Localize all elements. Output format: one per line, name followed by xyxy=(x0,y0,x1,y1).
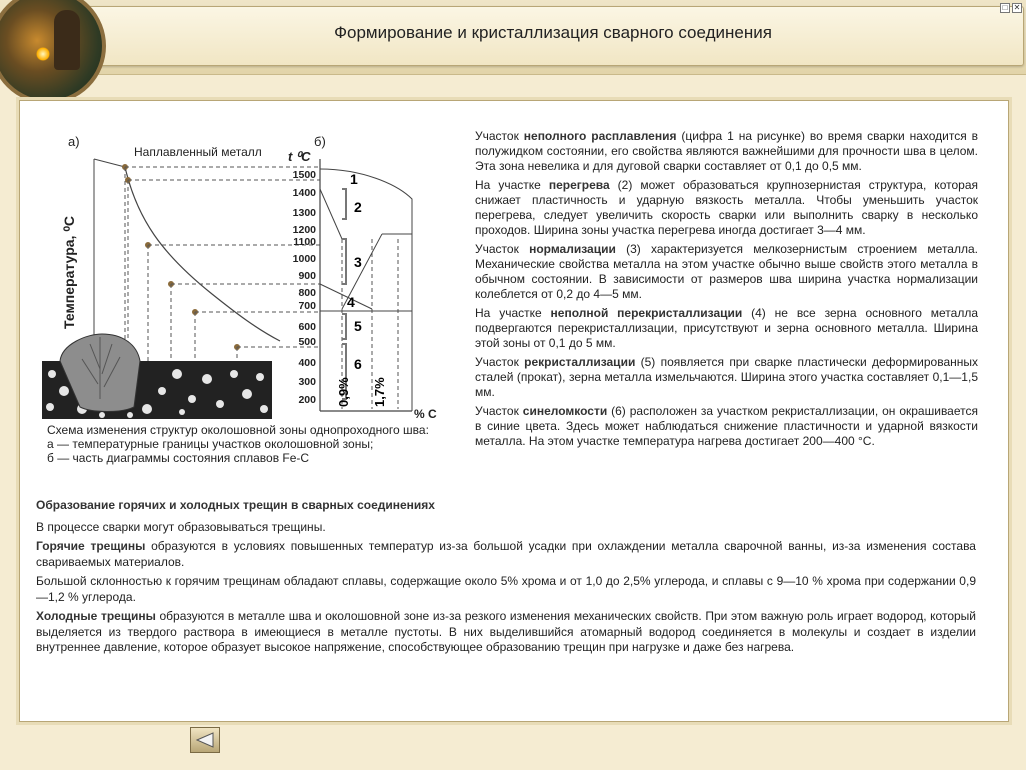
paragraph-zone-6: Участок синеломкости (6) расположен за участком рекристаллизации, он окрашивается в синие цвета. Здесь может наблюдаться снижение пластичности и ударной вязкости металла. На этом участке температура нагрева достигает 200—400 °С. xyxy=(475,404,978,448)
close-icon[interactable]: ✕ xyxy=(1013,3,1021,12)
svg-text:700: 700 xyxy=(298,300,316,312)
cracks-intro: В процессе сварки могут образовываться трещины. xyxy=(36,519,326,534)
curve-leader xyxy=(94,159,125,167)
svg-text:900: 900 xyxy=(298,270,316,282)
svg-text:200: 200 xyxy=(298,394,316,406)
svg-text:1200: 1200 xyxy=(292,224,316,236)
x-unit-label: % C xyxy=(414,407,437,421)
temperature-ticks xyxy=(293,169,317,406)
svg-text:600: 600 xyxy=(298,321,316,333)
figure-svg xyxy=(42,129,462,429)
t-axis-label: t ⁰C xyxy=(288,149,311,164)
content-panel xyxy=(19,100,1009,722)
back-arrow-icon xyxy=(195,732,215,748)
zone-4: 4 xyxy=(347,294,355,310)
zones-description xyxy=(475,129,978,453)
figure-caption xyxy=(47,423,477,465)
svg-text:1000: 1000 xyxy=(292,253,316,265)
y-axis-label: Температура, ⁰С xyxy=(61,215,77,329)
figure-label-b: б) xyxy=(314,134,326,149)
paragraph-zone-1: Участок неполного расплавления (цифра 1 на рисунке) во время сварки находится в полужидком состоянии, его свойства являются важнейшими для прочности шва в целом. Эта зона невелика и для дуговой сварки составляет от 0,1 до 0,5 мм. xyxy=(475,129,978,173)
paragraph-zone-5: Участок рекристаллизации (5) появляется при сварке пластически деформированных сталей (прокат), зерна металла измельчаются. Ширина этого участка составляет 0,1—1,5 мм. xyxy=(475,355,978,399)
carbon-17: 1,7% xyxy=(372,377,387,407)
svg-text:400: 400 xyxy=(298,357,316,369)
curve-points xyxy=(122,164,240,350)
caption-line-1: Схема изменения структур околошовной зоны однопроходного шва: xyxy=(47,423,429,437)
zone-3: 3 xyxy=(354,254,362,270)
carbon-09: 0,9% xyxy=(336,377,351,407)
svg-text:800: 800 xyxy=(298,287,316,299)
figure-heat-affected-zone xyxy=(42,129,462,429)
figure-label-a: а) xyxy=(68,134,80,149)
svg-text:1400: 1400 xyxy=(292,187,316,199)
zone-2: 2 xyxy=(354,199,362,215)
svg-text:1300: 1300 xyxy=(292,207,316,219)
paragraph-zone-2: На участке перегрева (2) может образоваться крупнозернистая структура, которая снижает пластичность и ударную вязкость металла. Чтобы уменьшить участок перегрева, следует увеличить скорость сварки или выполнить сварку в несколько проходов. Ширина зоны участка перегрева иногда достигает 3—4 мм. xyxy=(475,178,978,237)
header-bar xyxy=(0,0,1026,75)
cold-cracks-paragraph: Холодные трещины образуются в металле шва и околошовной зоне из-за резкого изменения механических свойств. При этом важную роль играет водород, который выделяется из твердого раствора в имеющиеся в металле пустоты. В них выделившийся атомарный водород соединяется в молекулы и создает в изделии внутреннее давление, которое образует высокое напряжение, способствующее образованию трещин при нагрузке и даже без нагрева. xyxy=(36,609,977,654)
back-button[interactable] xyxy=(190,727,220,753)
restore-icon[interactable]: □ xyxy=(1000,3,1010,13)
alloys-paragraph: Большой склонностью к горячим трещинам обладают сплавы, содержащие около 5% хрома и от 1,0 до 2,5% углерода, и сплавы с 9—10 % хрома при содержании 0,9—1,2 % углерода. xyxy=(36,574,976,604)
welder-logo-image xyxy=(0,0,106,104)
deposited-metal-label: Наплавленный металл xyxy=(134,145,262,159)
caption-line-2: а — температурные границы участков околошовной зоны; xyxy=(47,437,374,451)
zone-6: 6 xyxy=(354,356,362,372)
title-box xyxy=(82,6,1024,66)
page-title: Формирование и кристаллизация сварного соединения xyxy=(334,23,772,42)
cracks-section xyxy=(36,498,976,660)
caption-line-3: б — часть диаграммы состояния сплавов Fe-C xyxy=(47,451,310,465)
zone-5: 5 xyxy=(354,318,362,334)
svg-text:300: 300 xyxy=(298,376,316,388)
hot-cracks-paragraph: Горячие трещины образуются в условиях повышенных температур из-за большой усадки при охлаждении металла сварочной ванны, из-за изменения состава свариваемых материалов. xyxy=(36,539,976,569)
paragraph-zone-4: На участке неполной перекристаллизации (4) не все зерна основного металла подвергаются перекристаллизации, присутствуют и зерна основного металла. Ширина этой зоны от 0,1 до 5 мм. xyxy=(475,306,978,350)
paragraph-zone-3: Участок нормализации (3) характеризуется мелкозернистым строением металла. Механические свойства металла на этом участке обычно выше свойств этого металла в обычном состоянии. В зависимости от размеров шва ширина участка нормализации колеблется от 0,2 до 4—5 мм. xyxy=(475,242,978,301)
zone-1: 1 xyxy=(350,171,358,187)
svg-text:1100: 1100 xyxy=(293,236,316,248)
section-title: Образование горячих и холодных трещин в сварных соединениях xyxy=(36,498,435,512)
svg-text:1500: 1500 xyxy=(292,169,316,181)
svg-text:500: 500 xyxy=(298,336,316,348)
